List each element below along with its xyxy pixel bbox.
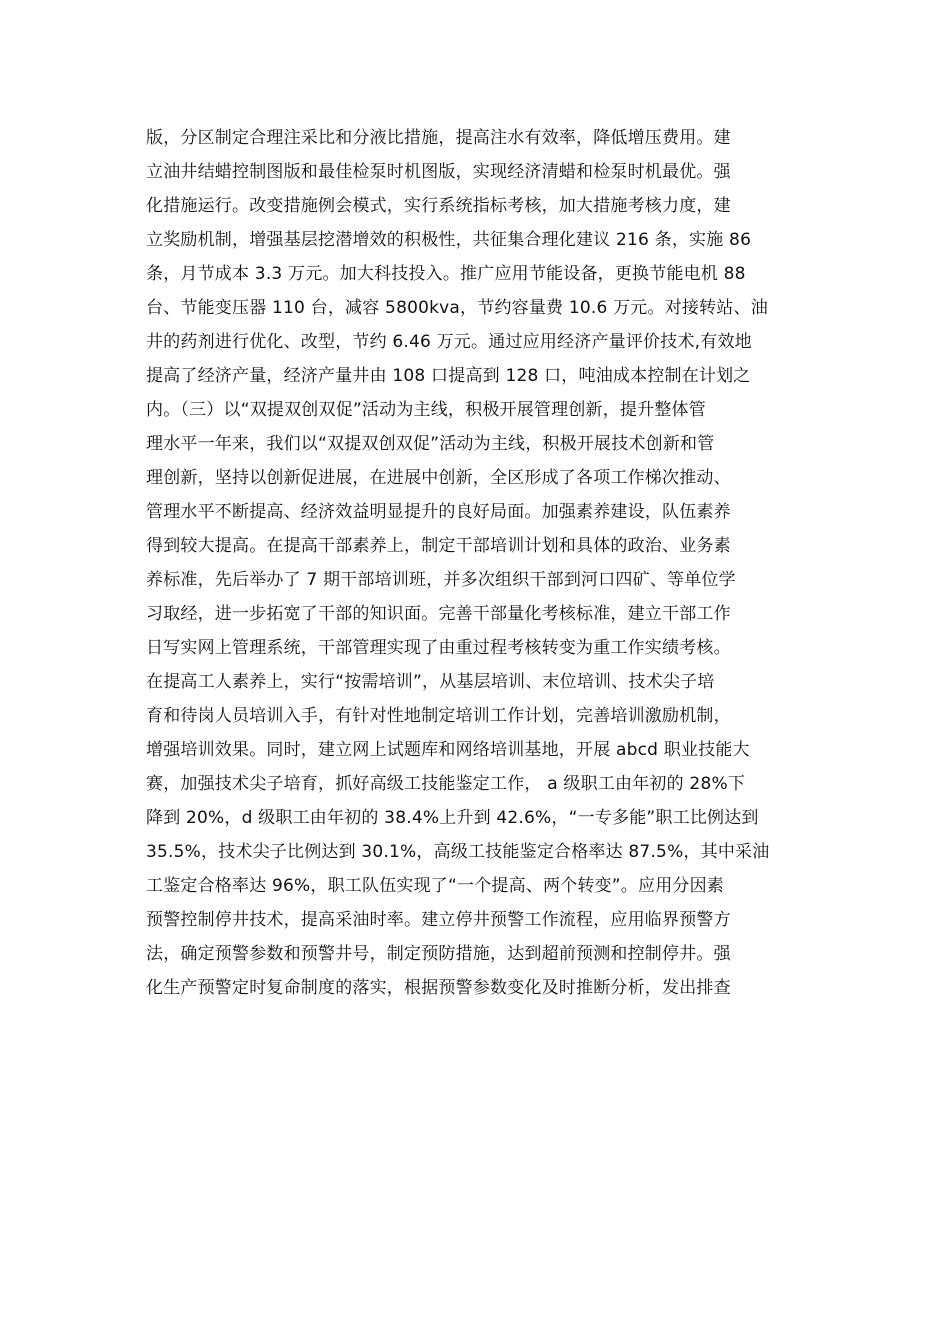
body-text: [146, 121, 806, 1005]
text-line: 理水平一年来，我们以“双提双创双促”活动为主线，积极开展技术创新和管: [146, 434, 715, 454]
text-line: 增强培训效果。同时，建立网上试题库和网络培训基地，开展 abcd 职业技能大: [146, 740, 750, 760]
text-line: 法，确定预警参数和预警井号，制定预防措施，达到超前预测和控制停井。强: [146, 944, 731, 964]
text-line: 降到 20%，d 级职工由年初的 38.4%上升到 42.6%，“一专多能”职工比例达到: [146, 808, 759, 828]
text-line: 35.5%，技术尖子比例达到 30.1%，高级工技能鉴定合格率达 87.5%，其中采油: [146, 842, 770, 862]
text-line: 养标准，先后举办了 7 期干部培训班，并多次组织干部到河口四矿、等单位学: [146, 570, 736, 590]
text-line: 预警控制停井技术，提高采油时率。建立停井预警工作流程，应用临界预警方: [146, 910, 731, 930]
text-line: 工鉴定合格率达 96%，职工队伍实现了“一个提高、两个转变”。应用分因素: [146, 876, 725, 896]
text-line: 内。（三）以“双提双创双促”活动为主线，积极开展管理创新，提升整体管: [146, 400, 706, 420]
text-line: 化生产预警定时复命制度的落实，根据预警参数变化及时推断分析，发出排查: [146, 978, 731, 998]
text-line: 日写实网上管理系统，干部管理实现了由重过程考核转变为重工作实绩考核。: [146, 638, 731, 658]
text-line: 台、节能变压器 110 台，减容 5800kva，节约容量费 10.6 万元。对接转站、油: [146, 298, 768, 318]
text-line: 管理水平不断提高、经济效益明显提升的良好局面。加强素养建设，队伍素养: [146, 502, 731, 522]
text-line: 版，分区制定合理注采比和分液比措施，提高注水有效率，降低增压费用。建: [146, 128, 731, 148]
text-line: 条，月节成本 3.3 万元。加大科技投入。推广应用节能设备，更换节能电机 88: [146, 264, 746, 284]
text-line: 习取经，进一步拓宽了干部的知识面。完善干部量化考核标准，建立干部工作: [146, 604, 731, 624]
text-line: 育和待岗人员培训入手，有针对性地制定培训工作计划，完善培训激励机制，: [146, 706, 731, 726]
text-line: 提高了经济产量，经济产量井由 108 口提高到 128 口，吨油成本控制在计划之: [146, 366, 751, 386]
text-line: 立奖励机制，增强基层挖潜增效的积极性，共征集合理化建议 216 条，实施 86: [146, 230, 752, 250]
text-line: 立油井结蜡控制图版和最佳检泵时机图版，实现经济清蜡和检泵时机最优。强: [146, 162, 731, 182]
text-line: 得到较大提高。在提高干部素养上，制定干部培训计划和具体的政治、业务素: [146, 536, 731, 556]
text-line: 井的药剂进行优化、改型，节约 6.46 万元。通过应用经济产量评价技术,有效地: [146, 332, 752, 352]
text-line: 化措施运行。改变措施例会模式，实行系统指标考核，加大措施考核力度，建: [146, 196, 731, 216]
text-line: 理创新，坚持以创新促进展，在进展中创新，全区形成了各项工作梯次推动、: [146, 468, 731, 488]
text-line: 赛，加强技术尖子培育，抓好高级工技能鉴定工作， a 级职工由年初的 28%下: [146, 774, 746, 794]
text-line: 在提高工人素养上，实行“按需培训”，从基层培训、末位培训、技术尖子培: [146, 672, 715, 692]
